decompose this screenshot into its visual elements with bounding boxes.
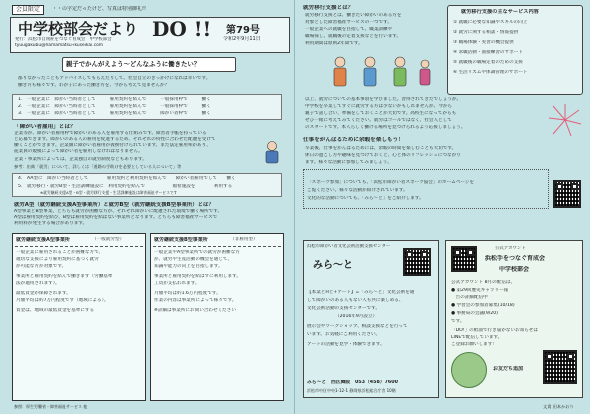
service-item: ⑤ 就職後の職場定着のための支援 [453,60,523,65]
body-line: 親子で話し合い、準備をしておくことが大切です。高校生になってからも [305,111,457,116]
body-line: 働くことができます。企業側に障がい者雇用が義務付けられています。また法定雇用率があり、 [14,143,211,148]
type-b-line: 事業所と雇用契約を結ばずに利用します。 [154,274,241,279]
body-line: 休日の過ごし方や趣味を見つけておくと、心と体のリフレッシュにつながり [305,153,461,158]
club-line: ● 事務局の会議(9/20) [451,311,498,316]
club-title: 浜松手をつなぐ育成会 [485,255,546,262]
mirato-line: います。お気軽にご利用ください。 [307,332,381,337]
body-line: 一般企業への就職を目指して、職業訓練や [305,27,393,32]
type-a-line: 法が適用されます）。 [16,281,60,286]
type-b-line: 工賃が支払われます。 [154,281,200,286]
mirato-line: アートの活動を見学・体験できます。 [307,342,385,347]
type-b-subtitle: （非雇用型） [230,237,258,242]
body-line: 職場探し、就職後の定着支援などを行います。 [305,34,402,39]
type-a-line: 月額平均は約7万円程度です（地域による）。 [16,298,109,303]
email: tyuugakubu@hamamatsu-ikuseikai.com [15,43,104,48]
divider [15,246,143,247]
type-b-line: 月額平均は約1.6万円程度です。 [154,291,221,296]
body-line: 従業員の規模によって障がい者を雇用しなければなりません。 [14,149,143,154]
service-item: ③ 職場体験・実習の機会提供 [453,40,514,45]
mirato-line: 文化芸術活動の支援センターです。 [307,306,380,311]
people-illustration-icon [325,52,435,92]
type-a-line: 一般企業に雇用されることが困難な方で、 [16,250,104,255]
club-title-top: 公式アカウント [495,246,526,251]
body-line: 就労移行支援とは、働きたい障がいのある方を [305,13,402,18]
body-line: ご覧ください。様々な活動が紹介されています。 [307,188,408,193]
body-line: 利用料が発生する場合があります。 [14,221,88,226]
issue-number: 第79号 [226,25,260,36]
members-only-badge: 会員限定 [12,5,44,15]
body-line: 文化的な活動についても、「みら～と」をご紹介します。 [307,196,424,201]
club-line: ● 第29回歴史ギャラリー報 [451,288,509,293]
body-line: 企業等が、障がい者雇用枠で障がいのある人を雇用する仕組みです。障害者手帳を持っている [14,131,207,136]
mirato-line: 展示会やワークショップ、相談支援などを行って [307,324,408,329]
service-item: ④ 求職活動・面接練習のサポート [453,50,523,55]
type-b-line: 知識や能力の向上を目指します。 [154,264,223,269]
fireworks-icon [545,100,585,140]
body-line: A型は雇用契約を結び、B型は雇用契約を結ばない事業所となります。どちらも障害福祉サービスで [14,215,218,220]
club-subtitle: 中学校部会 [499,266,530,273]
newsletter-title: 中学校部会だより [18,20,139,38]
section-heading: 仕事をがんばるために余暇を楽しもう！ [303,137,404,143]
body-line: 利用期間は原則2年間です。 [305,41,363,46]
type-a-line: が可能な方が対象です。 [16,264,67,269]
source-note: 参照：厚生労働省・障害福祉サービス 他 [14,404,88,409]
type-b-line: ※詳細は事業所にお問い合わせください [154,308,236,313]
body-note: 参考：出典「就労」について、詳しくは「道路の手助けを必要としている人について」等 [14,164,182,169]
mirato-line: （2016年9月設立） [335,314,378,319]
club-line: ● 学習会の参加者募集(10/18) [451,303,515,308]
type-b-line: 一般企業やA型事業所での就労が困難な方 [154,250,240,255]
service-item: ⑥ 生活リズムや体調管理のサポート [453,70,528,75]
body-line: ぜひ一緒に考えてみてください。就労はゴールではなく、社会人として [305,118,452,123]
qr-code-icon[interactable] [553,180,581,208]
work-type-note: ※就労継続支援A型・B型・就労移行支援・生活訓練施設は障害福祉サービスです [40,190,178,195]
type-a-line: 適切な支援により雇用契約に基づく就労 [16,257,99,262]
club-line: ご登録お願いします！ [451,342,497,347]
club-line: です。 [451,319,465,324]
type-a-title: 就労継続支援A型事業所 [16,237,70,243]
intro-line: 都りなかったこともアドバイスしてもらえたりして、社会自立のきっかけになれば幸いです。 [18,76,211,81]
mirato-address: 浜松市中区中央1-12-1 静岡県浜松総合庁舎 10階 [307,388,396,393]
title-do: DO !! [152,17,212,41]
service-item: ① 就職に必要な知識やスキルの向上 [453,20,528,25]
type-b-line: 作業の内容は事業所によって様々です。 [154,298,237,303]
join-label[interactable]: お友だち追加 [493,366,524,372]
author-credit: 文責 田本かおり [543,404,574,409]
type-a-subtitle: （一般就労型） [92,237,125,242]
work-type-item: 5. 就労移行・就労B型・生活訓練施設に 利用契約を結んで 福祉施設を 利用する [18,184,233,189]
body-line: 「スポーツ参加」についても、「浜松市障がい者スポーツ協会」のホームページを [307,180,475,185]
worker-illustration-icon [262,140,282,166]
section-heading: 就労A型（就労継続支援A型事業所）と就労B型（就労継続支援B型事業所）とは？ [14,202,214,208]
body-line: 企業・事業所によっては、企業独自の就労制度などもあります。 [14,157,147,162]
work-type-item: 1. 一般企業に 障がい当時者として 雇用契約を結んで 一般採用枠で 働く [18,97,211,102]
body-line: 中学校を卒業してすぐに就労する方は少ないかもしれませんが、今から [305,104,453,109]
body-line: と応募できます。障がいのある人の雇用を促進するため、それぞれの特性に合わせた配慮を受けて [14,137,216,142]
body-line: A型事業とB型事業、どちらも就労が困難な方が、それぞれ障がいに配慮された環境で働く場所です。 [14,209,223,214]
body-line: 以上、就労についての基本事項を学びました。習得されてきたでしょうか。 [305,97,462,102]
section-heading: 「障がい者雇用」とは？ [14,124,76,130]
club-line: 公式アカウント 8月の配信は、 [451,280,516,285]
headline: 親子でかんがえよう～どんなふうに働きたい？ [66,60,201,68]
qr-code-icon[interactable] [403,248,431,276]
tagline: ・・の字定だったけど、写真は特別御礼!! [52,6,147,12]
mirato-name: みら～と [313,260,353,271]
intro-line: 働き方も様々です。わが子にあった働き方を、今から考えて見ませんか？ [18,83,170,88]
issue-date: 令和2年9月11日 [223,36,261,42]
divider [153,246,281,247]
body-line: のスタートです。本人らしく働ける場所を見つけられるよう応援しましょう。 [305,125,466,130]
club-line: 「DO!」の紙面で行き届かないお知らせは [451,328,538,333]
work-type-item: 3. 一般企業に 障がい当時者として 雇用契約を結んで 障がい者枠で 働く [18,111,211,116]
club-line: 告の詳細配信中 [451,295,488,300]
type-a-line: 事業所と雇用契約を結んで働きます（労働基準 [16,274,113,279]
service-box-title: 就労移行支援の主なサービス内容 [461,9,539,15]
mirato-org: 浜松市障がい者文化芸術活動支援センター [307,244,391,249]
body-line: 卒業後、仕事をがんばるためには、余暇の時間を楽しむことも大切です。 [305,146,457,151]
right-page [295,0,590,414]
type-a-line: 賃金は、地域の最低賃金を基準にする [16,308,95,313]
type-b-title: 就労継続支援B型事業所 [154,237,208,243]
mirato-line: 【本業とHと+アート】=「みら～と」文化芸術を通 [307,290,415,295]
type-a-line: 最低賃金が保障されます。 [16,291,71,296]
type-b-line: が、就労や生産活動の機会を通じて、 [154,257,233,262]
section-heading: 就労移行支援とは？ [303,5,354,11]
mirato-contact: みら～と 西区舞阪 053（458）7600 [307,380,398,385]
work-type-item: 4. AA型に 障がい当時者として 雇用契約と利用契約を結んで 障がい者雇用でして 働く [18,176,236,181]
mirato-line: して障がいのある人もない人も共に楽しめる、 [307,298,404,303]
service-item: ② 就労に関する相談・情報提供 [453,30,519,35]
publisher: 発行：浜松市自閉症をつなぐ育成会 中学校部会 [15,37,112,42]
qr-code-icon[interactable] [451,246,477,272]
work-type-item: 2. 一般企業に 障がい当時者として 雇用契約を結んで 一般採用枠で 働く [18,104,211,109]
qr-code-icon[interactable] [543,350,577,384]
club-line: LINEで配信しています。 [451,335,503,340]
mascot-icon [451,352,487,388]
body-line: 対象とした障害福祉サービスの一つです。 [305,20,392,25]
body-line: ます。様々な活動に参加してみましょう。 [305,160,392,165]
